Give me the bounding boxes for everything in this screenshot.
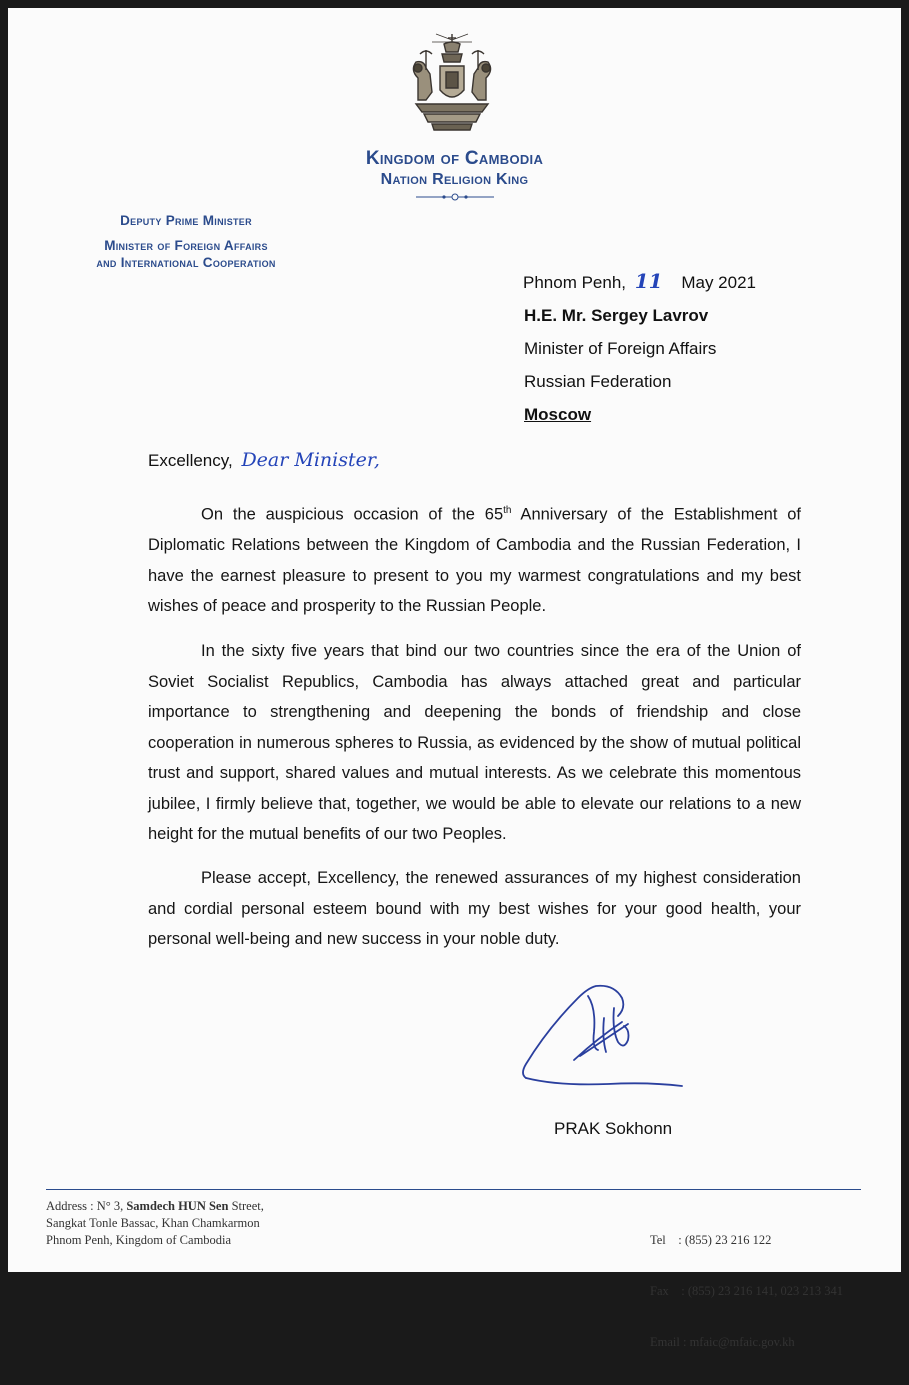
country-heading: Kingdom of Cambodia — [365, 148, 544, 169]
salutation-printed: Excellency, — [148, 451, 233, 470]
office-title-line3: and International Cooperation — [96, 255, 276, 270]
footer-divider — [46, 1189, 861, 1190]
footer-address-line3: Phnom Penh, Kingdom of Cambodia — [46, 1233, 232, 1247]
footer-address-street-bold: Samdech HUN Sen — [126, 1199, 229, 1213]
paragraph-1-part-a: On the auspicious occasion of the 65 — [201, 505, 504, 524]
ornamental-divider — [414, 192, 496, 202]
footer-address-street-rest: Street, — [228, 1199, 264, 1213]
recipient-title: Minister of Foreign Affairs — [524, 339, 717, 358]
body-paragraph-1 — [148, 496, 801, 622]
salutation-handwritten: Dear Minister, — [241, 449, 380, 471]
body-paragraph-3 — [148, 863, 801, 955]
paragraph-1-superscript: th — [503, 505, 512, 516]
footer-address — [46, 1198, 264, 1249]
dateline — [523, 269, 756, 293]
motto-heading: Nation Religion King — [380, 171, 529, 188]
footer-email: Email : mfaic@mfaic.gov.kh — [650, 1335, 795, 1349]
paragraph-1-part-b: Anniversary of the Establishment of Diplomatic Relations between the Kingdom of Cambodia and the Russian Federation, I have the earnest pleasure to present to you my warmest congratulations and my best wishes of peace and prosperity to the Russian People. — [148, 505, 802, 615]
recipient-name: H.E. Mr. Sergey Lavrov — [524, 306, 709, 325]
signature-scribble — [518, 978, 688, 1093]
salutation — [148, 449, 380, 471]
office-title-line2: Minister of Foreign Affairs — [104, 238, 268, 253]
body-paragraph-2 — [148, 636, 801, 850]
recipient-city: Moscow — [524, 405, 592, 424]
dateline-day-handwritten: 11 — [634, 269, 663, 293]
coat-of-arms-emblem — [396, 30, 508, 136]
recipient-country: Russian Federation — [524, 372, 672, 391]
dateline-place: Phnom Penh, — [523, 273, 627, 292]
paragraph-3-text: Please accept, Excellency, the renewed assurances of my highest consideration and cordial personal esteem bound with my best wishes for your good health, your personal well-being and new success in your noble duty. — [148, 869, 801, 948]
footer-address-label: Address : N° 3, — [46, 1199, 127, 1213]
footer-address-line2: Sangkat Tonle Bassac, Khan Chamkarmon — [46, 1216, 260, 1230]
footer-contacts — [650, 1198, 843, 1385]
letter-page — [8, 8, 901, 1349]
office-title-line1: Deputy Prime Minister — [120, 213, 252, 228]
footer-fax: Fax : (855) 23 216 141, 023 213 341 — [650, 1284, 844, 1298]
dateline-month-year: May 2021 — [681, 273, 756, 292]
footer-address-line1 — [46, 1198, 264, 1215]
footer-tel: Tel : (855) 23 216 122 — [650, 1233, 772, 1247]
signatory-name: PRAK Sokhonn — [554, 1119, 673, 1138]
paragraph-2-text: In the sixty five years that bind our two countries since the era of the Union of Soviet Socialist Republics, Cambodia has always attached great and particular importance to strengthening and deepening the bonds of friendship and close cooperation in numerous spheres to Russia, as evidenced by the show of mutual political trust and support, shared values and mutual interests. As we celebrate this momentous jubilee, I firmly believe that, together, we would be able to elevate our relations to a new height for the mutual benefits of our two Peoples. — [148, 642, 801, 843]
